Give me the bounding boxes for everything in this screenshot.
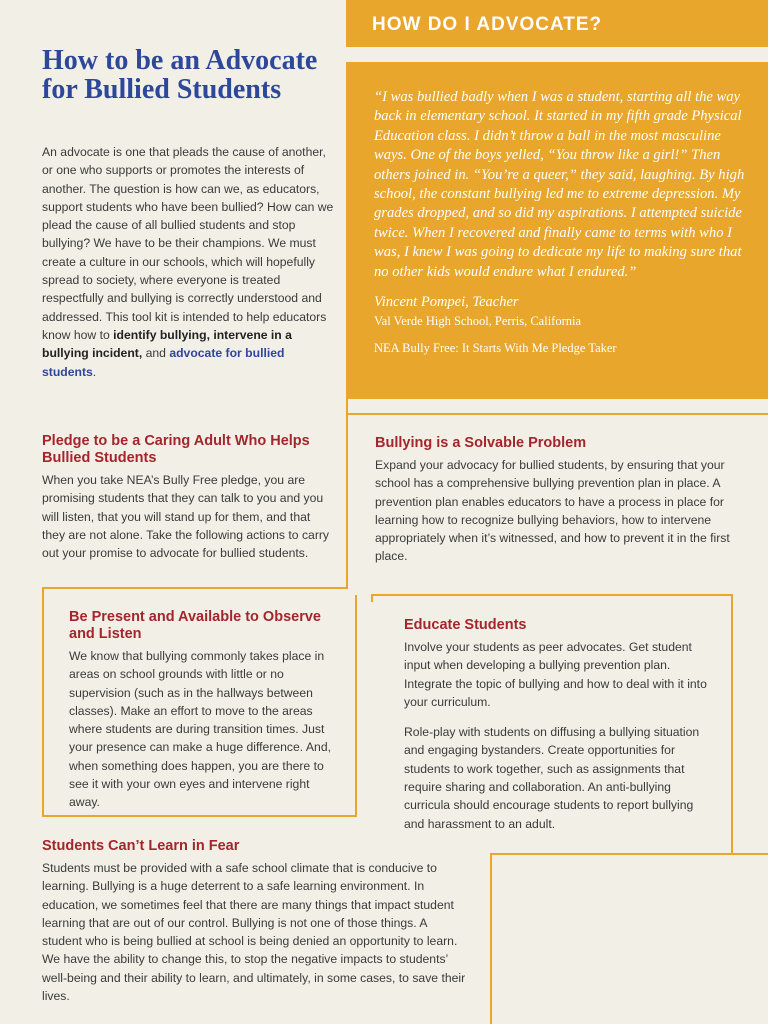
intro-bold: identify bullying, intervene in a bullying incident, (42, 327, 292, 361)
frame-line (346, 399, 348, 587)
section-title: Bullying is a Solvable Problem (375, 435, 587, 451)
frame-line (346, 413, 768, 415)
section-body: Involve your students as peer advocates. Get student input when developing a bullying prevention plan. Integrate the topic of bullying and how to deal with it into your curriculum. (404, 640, 707, 709)
frame-line (42, 587, 44, 816)
section-body: Expand your advocacy for bullied students, by ensuring that your school has a comprehensive bullying prevention plan in place. A prevention plan enables educators to have a process in place for learning how to recognize bullying behaviors, how to intervene appropriately when it’s witnessed, and how to prevent it in the first place. (375, 458, 730, 564)
section-present (69, 609, 341, 812)
section-fear (42, 838, 470, 1005)
section-body: When you take NEA’s Bully Free pledge, you are promising students that they can talk to you and you will listen, that you will stand up for them, and that they are not alone. Take the following actions to carry out your promise to advocate for bullied students. (42, 473, 330, 561)
page-title: How to be an Advocate for Bullied Students (42, 45, 318, 105)
paragraph-gap (404, 711, 716, 723)
testimonial-quote: “I was bullied badly when I was a student, starting all the way back in elementary school. It started in my fifth grade Physical Education class. I didn’t throw a ball in the most masculine ways. One of the boys yelled, “You throw like a girl!” Then others joined in. “You’re a queer,” they said, laughing. By high school, the constant bullying led me to extreme depression. My grades dropped, and so did my aspirations. I attempted suicide twice. When I recovered and finally came to terms with who I was, I knew I was going to dedicate my life to making sure that no other kids would endure what I endured.” (374, 89, 745, 280)
section-body: Students must be provided with a safe school climate that is conducive to learning. Bullying is a huge deterrent to a safe learning environment. In education, we sometimes feel that there are many things that impact student learning that are out of our control. Bullying is not one of those things. A student who is being bullied at school is being denied an opportunity to learn. We have the ability to change this, to stop the negative impacts to students’ well-being and their ability to learn, and ultimately, in some cases, to save their lives. (42, 861, 466, 1004)
section-title: Be Present and Available to Observe and Listen (69, 609, 321, 642)
quote-author: Vincent Pompei, Teacher (374, 294, 519, 311)
frame-line (42, 815, 356, 817)
frame-line (490, 853, 492, 1024)
frame-line (731, 594, 733, 854)
intro-blue: advocate for bullied students (42, 346, 285, 379)
intro-paragraph (42, 143, 334, 381)
section-pledge (42, 433, 334, 562)
quote-box (346, 62, 768, 399)
quote-school: Val Verde High School, Perris, California (374, 314, 582, 329)
header-tab: HOW DO I ADVOCATE? (346, 0, 768, 47)
intro-text: An advocate is one that pleads the cause of another, or one who supports or promotes the interests of another. The question is how can we, as educators, support students who have been bullied? How can we plead the cause of all bullied students and stop bullying? We have to be their champions. We must create a culture in our schools, which will hopefully spread to society, where everyone is treated respectfully and bullying is correctly understood and addressed. This tool kit is intended to help educators know how to (42, 145, 334, 342)
frame-line (42, 587, 348, 589)
section-title: Educate Students (404, 617, 527, 633)
intro-and: and (142, 346, 170, 361)
section-body: We know that bullying commonly takes place in areas on school grounds with little or no supervision (such as in the hallways between classes). Make an effort to move to the areas where students are during transition times. Just your presence can make a huge difference. And, when something does happen, you are there to see it with your own eyes and intervene right away. (69, 649, 331, 810)
section-title: Students Can’t Learn in Fear (42, 838, 240, 854)
frame-line (490, 853, 768, 855)
section-body: Role-play with students on diffusing a bullying situation and engaging bystanders. Create opportunities for students to work together, such as assignments that require sharing and collaboration. An anti-bullying curricula should encourage students to report bullying and harassment to an adult. (404, 725, 700, 831)
frame-line (371, 594, 373, 602)
quote-pledge: NEA Bully Free: It Starts With Me Pledge Taker (374, 341, 617, 356)
frame-line (371, 594, 733, 596)
frame-line (355, 595, 357, 817)
intro-end: . (92, 364, 97, 379)
section-solvable (375, 435, 733, 566)
section-title: Pledge to be a Caring Adult Who Helps Bullied Students (42, 433, 310, 466)
section-educate (404, 617, 716, 833)
